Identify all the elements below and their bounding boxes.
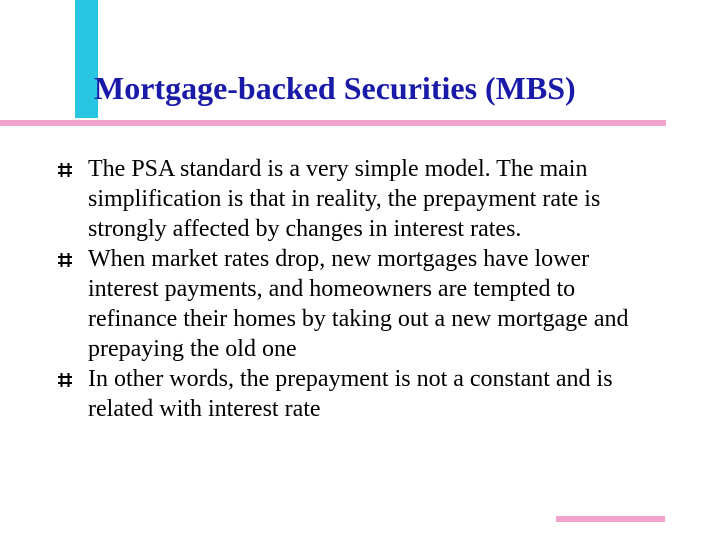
- title-divider: [0, 120, 666, 126]
- hash-bullet-icon: [58, 163, 72, 177]
- bullet-item: [58, 154, 658, 244]
- bullet-item: [58, 364, 658, 424]
- hash-bullet-icon: [58, 253, 72, 267]
- bullet-list: [58, 154, 658, 424]
- hash-bullet-icon: [58, 373, 72, 387]
- bullet-item: [58, 244, 658, 364]
- footer-divider: [556, 516, 665, 522]
- bullet-text: When market rates drop, new mortgages have lower interest payments, and homeowners are tempted to refinance their homes by taking out a new mortgage and prepaying the old one: [88, 246, 629, 362]
- bullet-text: In other words, the prepayment is not a constant and is related with interest rate: [88, 366, 613, 422]
- slide-title: Mortgage-backed Securities (MBS): [94, 70, 576, 106]
- bullet-text: The PSA standard is a very simple model. The main simplification is that in reality, the prepayment rate is strongly affected by changes in interest rates.: [88, 156, 601, 242]
